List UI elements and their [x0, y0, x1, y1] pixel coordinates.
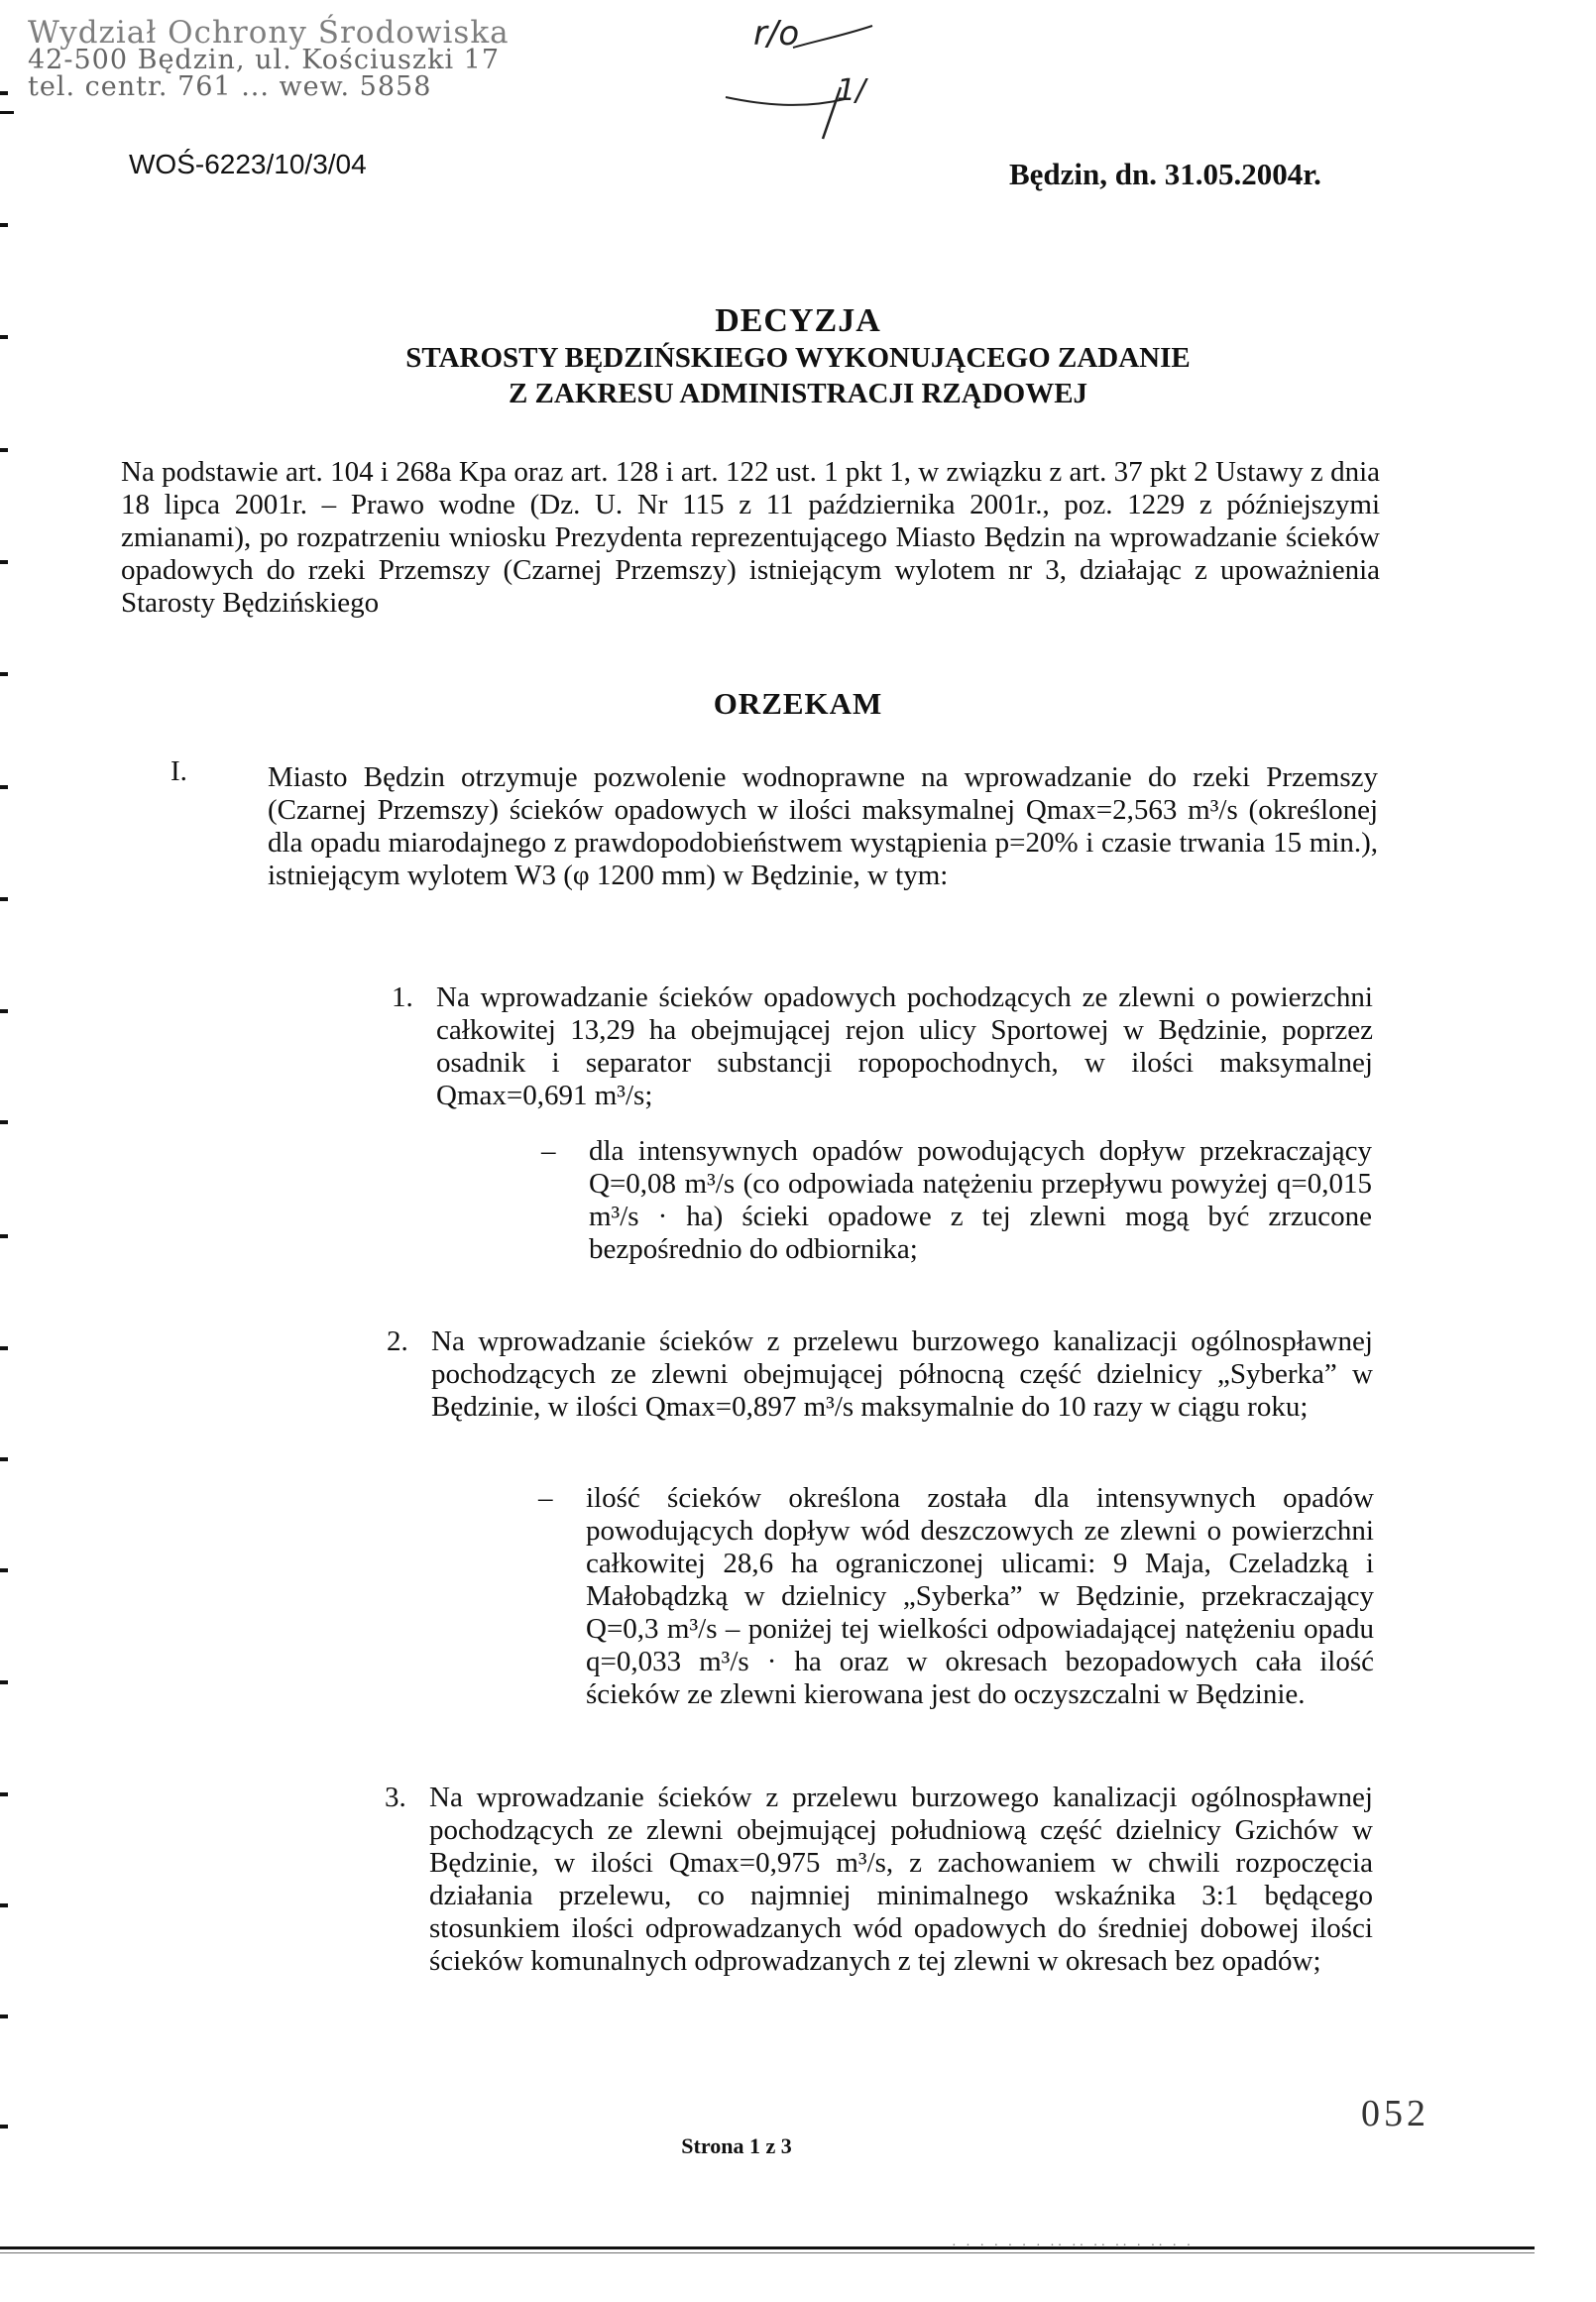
- scan-edge-mark: [0, 2125, 8, 2129]
- sub-item-dash: –: [538, 1482, 553, 1514]
- sub-item-text: dla intensywnych opadów powodujących dopływ przekraczający Q=0,08 m³/s (co odpowiada natężeniu przepływu powyżej q=0,015 m³/s · ha) ścieki opadowe z tej zlewni mogą być zrzucone bezpośrednio do odbiornika;: [589, 1135, 1372, 1265]
- scan-edge-mark: [0, 785, 8, 789]
- bottom-rule: [0, 2246, 1535, 2249]
- scan-edge-mark: [0, 1120, 8, 1124]
- bottom-rule-shadow: [0, 2252, 1535, 2253]
- document-reference: WOŚ-6223/10/3/04: [129, 149, 367, 179]
- stamp-line-1: Wydział Ochrony Środowiska: [28, 15, 510, 51]
- title-line-2: STAROSTY BĘDZIŃSKIEGO WYKONUJĄCEGO ZADANIE: [405, 342, 1191, 374]
- list-item-text: Na wprowadzanie ścieków opadowych pochodzących ze zlewni o powierzchni całkowitej 13,29 ha obejmującej rejon ulicy Sportowej w Będzinie, poprzez osadnik i separator substancji ropopochodnych, w ilości maksymalnej Qmax=0,691 m³/s;: [436, 981, 1373, 1111]
- scan-edge-mark: [0, 2014, 8, 2018]
- scan-edge-mark: [0, 897, 8, 901]
- handwritten-note: r/o: [753, 14, 800, 54]
- sheet-number: 052: [1361, 2093, 1429, 2134]
- scan-edge-mark: [0, 91, 8, 95]
- scan-noise: · · · · · · · ·· ·· ·· ·· · ·· · ·: [952, 2239, 1195, 2253]
- section-number: I.: [171, 755, 187, 787]
- orzekam-heading: ORZEKAM: [713, 686, 883, 721]
- margin-tick: [0, 111, 14, 114]
- list-item-number: 3.: [385, 1782, 406, 1813]
- section-text: Miasto Będzin otrzymuje pozwolenie wodnoprawne na wprowadzanie do rzeki Przemszy (Czarnej Przemszy) ścieków opadowych w ilości maksymalnej Qmax=2,563 m³/s (określonej dla opadu miarodajnego z prawdopodobieństwem wystąpienia p=20% i czasie trwania 15 min.), istniejącym wylotem W3 (φ 1200 mm) w Będzinie, w tym:: [268, 761, 1378, 891]
- title-line-3: Z ZAKRESU ADMINISTRACJI RZĄDOWEJ: [508, 378, 1088, 409]
- page-footer: Strona 1 z 3: [681, 2133, 792, 2158]
- scan-edge-mark: [0, 1568, 8, 1572]
- scan-edge-mark: [0, 1346, 8, 1350]
- stamp-line-2: 42-500 Będzin, ul. Kościuszki 17: [28, 45, 501, 75]
- scan-edge-mark: [0, 1457, 8, 1461]
- sub-item-dash: –: [541, 1135, 556, 1167]
- list-item-number: 2.: [387, 1325, 408, 1357]
- scan-edge-mark: [0, 1234, 8, 1238]
- scan-edge-mark: [0, 1009, 8, 1013]
- scan-edge-mark: [0, 560, 8, 564]
- list-item-number: 1.: [392, 981, 413, 1013]
- scan-edge-mark: [0, 1903, 8, 1907]
- document-date: Będzin, dn. 31.05.2004r.: [1009, 157, 1321, 191]
- office-stamp: [28, 15, 510, 102]
- scan-edge-mark: [0, 1680, 8, 1684]
- stamp-line-3: tel. centr. 761 ... wew. 5858: [28, 71, 432, 102]
- scan-edge-mark: [0, 672, 8, 676]
- list-item-text: Na wprowadzanie ścieków z przelewu burzowego kanalizacji ogólnospławnej pochodzących ze zlewni obejmującej północną część dzielnicy „Syberka” w Będzinie, w ilości Qmax=0,897 m³/s maksymalnie do 10 razy w ciągu roku;: [431, 1325, 1373, 1423]
- sub-item-text: ilość ścieków określona została dla intensywnych opadów powodujących dopływ wód deszczowych ze zlewni o powierzchni całkowitej 28,6 ha ograniczonej ulicami: 9 Maja, Czeladzką i Małobądzką w dzielnicy „Syberka” w Będzinie, przekraczający Q=0,3 m³/s – poniżej tej wielkości odpowiadającej natężeniu opadu q=0,033 m³/s · ha oraz w okresach bezopadowych cała ilość ścieków ze zlewni kierowana jest do oczyszczalni w Będzinie.: [586, 1482, 1374, 1710]
- legal-basis-paragraph: Na podstawie art. 104 i 268a Kpa oraz art. 128 i art. 122 ust. 1 pkt 1, w związku z art. 37 pkt 2 Ustawy z dnia 18 lipca 2001r. – Prawo wodne (Dz. U. Nr 115 z 11 października 2001r., poz. 1229 z późniejszymi zmianami), po rozpatrzeniu wniosku Prezydenta reprezentującego Miasto Będzin na wprowadzanie ścieków opadowych do rzeki Przemszy (Czarnej Przemszy) istniejącym wylotem nr 3, działając z upoważnienia Starosty Będzińskiego: [121, 456, 1380, 619]
- handwritten-mark: 1/: [837, 73, 866, 108]
- document-title: [0, 302, 1596, 411]
- scan-edge-mark: [0, 448, 8, 452]
- title-decyzja: DECYZJA: [715, 302, 881, 339]
- scan-edge-mark: [0, 223, 8, 227]
- scan-edge-mark: [0, 1792, 8, 1796]
- list-item-text: Na wprowadzanie ścieków z przelewu burzowego kanalizacji ogólnospławnej pochodzących ze zlewni obejmującej południową część dzielnicy Gzichów w Będzinie, w ilości Qmax=0,975 m³/s, z zachowaniem w chwili rozpoczęcia działania przelewu, co najmniej minimalnego wskaźnika 3:1 będącego stosunkiem ilości odprowadzanych wód opadowych do średniej dobowej ilości ścieków komunalnych odprowadzanych z tej zlewni w okresach bez opadów;: [429, 1782, 1373, 1977]
